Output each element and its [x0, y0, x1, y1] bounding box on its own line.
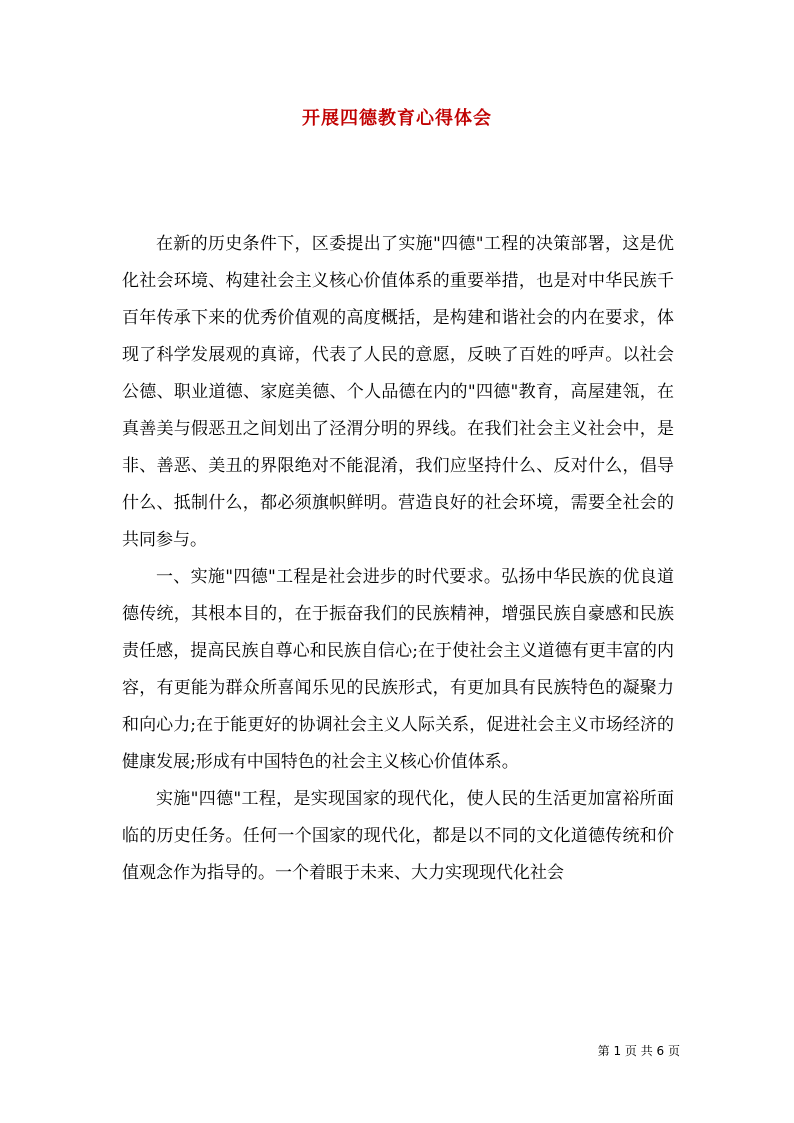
paragraph-3: 实施"四德"工程，是实现国家的现代化，使人民的生活更加富裕所面临的历史任务。任何一个国家的现代化，都是以不同的文化道德传统和价值观念作为指导的。一个着眼于未来、大力实现现代化社会 [122, 789, 674, 883]
paragraph-1: 在新的历史条件下，区委提出了实施"四德"工程的决策部署，这是优化社会环境、构建社会主义核心价值体系的重要举措，也是对中华民族千百年传承下来的优秀价值观的高度概括，是构建和谐社会的内在要求，体现了科学发展观的真谛，代表了人民的意愿，反映了百姓的呼声。以社会公德、职业道德、家庭美德、个人品德在内的"四德"教育，高屋建瓴，在真善美与假恶丑之间划出了泾渭分明的界线。在我们社会主义社会中，是非、善恶、美丑的界限绝对不能混淆，我们应坚持什么、反对什么，倡导什么、抵制什么，都必须旗帜鲜明。营造良好的社会环境，需要全社会的共同参与。 [122, 234, 674, 550]
paragraph-2: 一、实施"四德"工程是社会进步的时代要求。弘扬中华民族的优良道德传统，其根本目的，在于振奋我们的民族精神，增强民族自豪感和民族责任感，提高民族自尊心和民族自信心;在于使社会主义道德有更丰富的内容，有更能为群众所喜闻乐见的民族形式，有更加具有民族特色的凝聚力和向心力;在于能更好的协调社会主义人际关系，促进社会主义市场经济的健康发展;形成有中国特色的社会主义核心价值体系。 [122, 567, 674, 772]
document-body [122, 226, 674, 892]
page-number: 第 1 页 共 6 页 [597, 1044, 680, 1058]
document-title: 开展四德教育心得体会 [302, 108, 492, 129]
